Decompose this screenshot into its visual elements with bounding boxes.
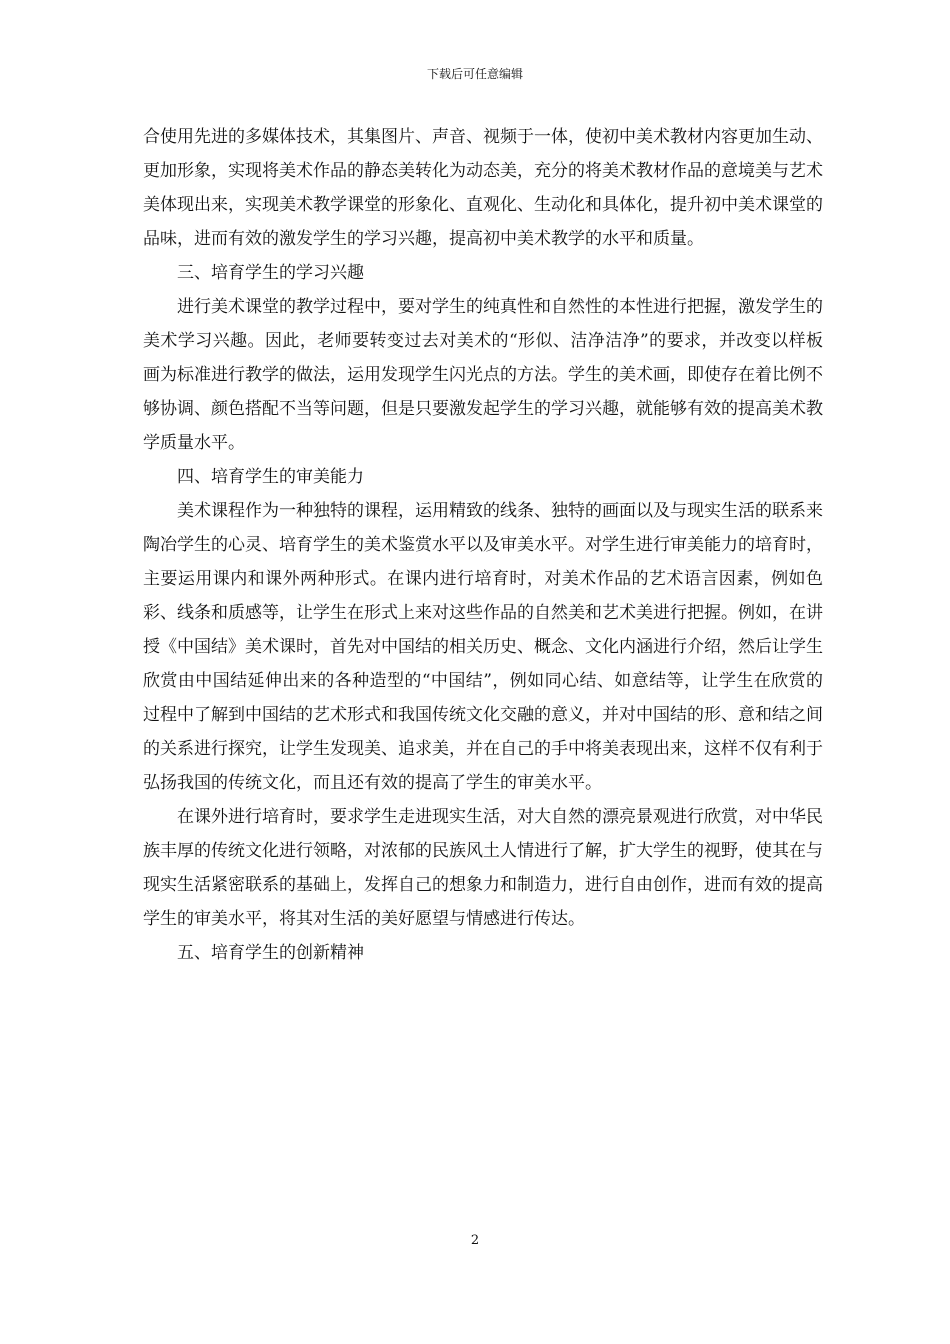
document-body bbox=[143, 120, 823, 970]
paragraph: 在课外进行培育时，要求学生走进现实生活，对大自然的漂亮景观进行欣赏，对中华民族丰厚的传统文化进行领略，对浓郁的民族风土人情进行了解，扩大学生的视野，使其在与现实生活紧密联系的基础上，发挥自己的想象力和制造力，进行自由创作，进而有效的提高学生的审美水平，将其对生活的美好愿望与情感进行传达。 bbox=[143, 807, 823, 929]
section-heading-4: 四、培育学生的审美能力 bbox=[177, 467, 364, 487]
page-number: 2 bbox=[470, 1233, 480, 1248]
section-heading-3: 三、培育学生的学习兴趣 bbox=[177, 263, 364, 283]
paragraph: 美术课程作为一种独特的课程，运用精致的线条、独特的画面以及与现实生活的联系来陶冶学生的心灵、培育学生的美术鉴赏水平以及审美水平。对学生进行审美能力的培育时，主要运用课内和课外两种形式。在课内进行培育时，对美术作品的艺术语言因素，例如色彩、线条和质感等，让学生在形式上来对这些作品的自然美和艺术美进行把握。例如，在讲授《中国结》美术课时，首先对中国结的相关历史、概念、文化内涵进行介绍，然后让学生欣赏由中国结延伸出来的各种造型的“中国结”，例如同心结、如意结等，让学生在欣赏的过程中了解到中国结的艺术形式和我国传统文化交融的意义，并对中国结的形、意和结之间的关系进行探究，让学生发现美、追求美，并在自己的手中将美表现出来，这样不仅有利于弘扬我国的传统文化，而且还有效的提高了学生的审美水平。 bbox=[143, 501, 823, 793]
page-header: 下载后可任意编辑 bbox=[426, 67, 523, 81]
paragraph: 进行美术课堂的教学过程中，要对学生的纯真性和自然性的本性进行把握，激发学生的美术学习兴趣。因此，老师要转变过去对美术的“形似、洁净洁净”的要求，并改变以样板画为标准进行教学的做法，运用发现学生闪光点的方法。学生的美术画，即使存在着比例不够协调、颜色搭配不当等问题，但是只要激发起学生的学习兴趣，就能够有效的提高美术教学质量水平。 bbox=[143, 297, 823, 453]
section-heading-5: 五、培育学生的创新精神 bbox=[177, 943, 364, 963]
paragraph-continuation: 合使用先进的多媒体技术，其集图片、声音、视频于一体，使初中美术教材内容更加生动、更加形象，实现将美术作品的静态美转化为动态美，充分的将美术教材作品的意境美与艺术美体现出来，实现美术教学课堂的形象化、直观化、生动化和具体化，提升初中美术课堂的品味，进而有效的激发学生的学习兴趣，提高初中美术教学的水平和质量。 bbox=[143, 127, 823, 249]
